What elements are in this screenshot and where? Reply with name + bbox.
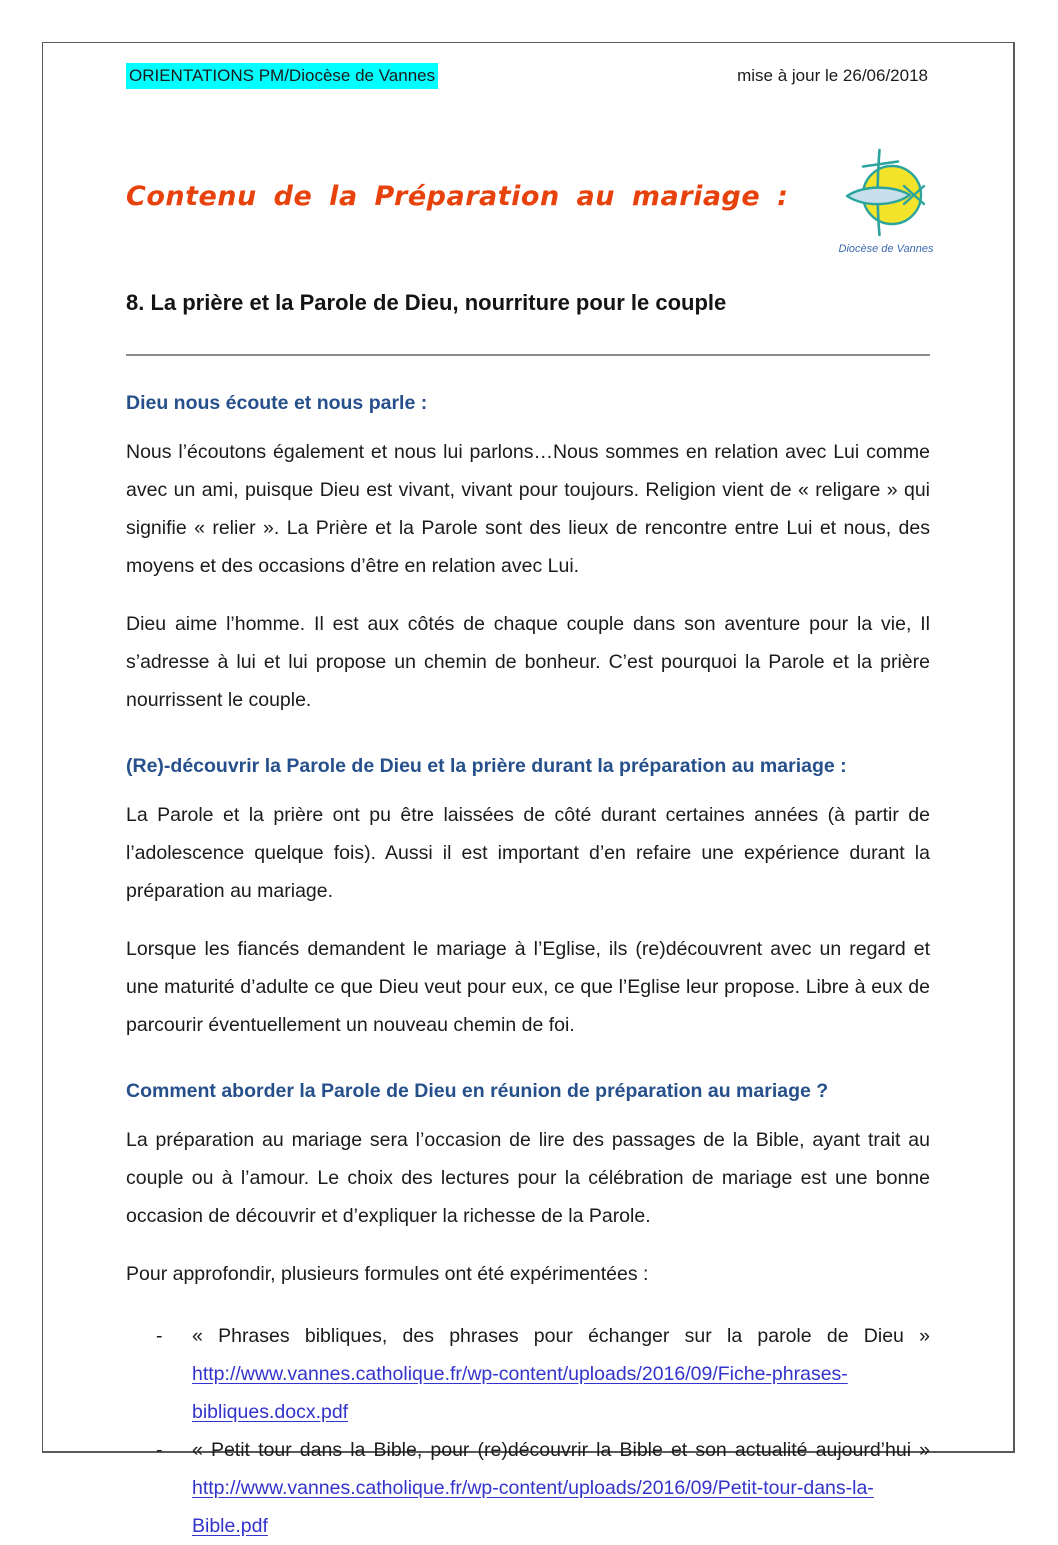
list-marker: -: [156, 1325, 163, 1347]
paragraph: Dieu aime l’homme. Il est aux côtés de chaque couple dans son aventure pour la vie, Il s’adresse à lui et lui propose un chemin de bonheur. C’est pourquoi la Parole et la prière nourrissent le couple.: [126, 613, 930, 711]
resource-link[interactable]: http://www.vannes.catholique.fr/wp-content/uploads/2016/09/Fiche-phrases-bibliques.docx.pdf: [192, 1363, 848, 1423]
resource-link[interactable]: http://www.vannes.catholique.fr/wp-content/uploads/2016/09/Petit-tour-dans-la-Bible.pdf: [192, 1477, 874, 1537]
paragraph: La préparation au mariage sera l’occasion de lire des passages de la Bible, ayant trait au couple ou à l’amour. Le choix des lectures pour la célébration de mariage est une bonne occasion de découvrir et d’expliquer la richesse de la Parole.: [126, 1129, 930, 1227]
section-heading: 8. La prière et la Parole de Dieu, nourriture pour le couple: [126, 290, 727, 315]
resource-list: [126, 1317, 930, 1545]
paragraph: La Parole et la prière ont pu être laissées de côté durant certaines années (à partir de l’adolescence quelque fois). Aussi il est important d’en refaire une expérience durant la préparation au mariage.: [126, 804, 930, 902]
paragraph: Pour approfondir, plusieurs formules ont été expérimentées :: [126, 1263, 649, 1285]
document-page: [42, 42, 1015, 1537]
fish-cross-logo-icon: [840, 145, 932, 237]
diocese-logo: [836, 145, 936, 255]
paragraph: Lorsque les fiancés demandent le mariage à l’Eglise, ils (re)découvrent avec un regard et une maturité d’adulte ce que Dieu veut pour eux, ce que l’Eglise leur propose. Libre à eux de parcourir éventuellement un nouveau chemin de foi.: [126, 938, 930, 1036]
list-item-text: « Petit tour dans la Bible, pour (re)découvrir la Bible et son actualité aujourd’hui »: [192, 1439, 930, 1461]
logo-caption: Diocèse de Vannes: [838, 243, 934, 255]
subheading-comment-aborder: Comment aborder la Parole de Dieu en réunion de préparation au mariage ?: [126, 1080, 829, 1102]
section-divider: [126, 354, 930, 356]
paragraph: Nous l’écoutons également et nous lui parlons…Nous sommes en relation avec Lui comme avec un ami, puisque Dieu est vivant, vivant pour toujours. Religion vient de « religare » qui signifie « relier ». La Prière et la Parole sont des lieux de rencontre entre Lui et nous, des moyens et des occasions d’être en relation avec Lui.: [126, 441, 930, 577]
document-header: [126, 63, 930, 89]
subheading-redecouvrir-parole: (Re)-découvrir la Parole de Dieu et la prière durant la préparation au mariage :: [126, 755, 847, 777]
list-item: [156, 1317, 930, 1431]
subheading-dieu-nous-ecoute: Dieu nous écoute et nous parle :: [126, 392, 428, 414]
title-row: [126, 145, 934, 255]
list-item-body: [192, 1431, 930, 1545]
main-title: Contenu de la Préparation au mariage :: [126, 181, 789, 212]
list-item-body: [192, 1317, 930, 1431]
header-doc-title: ORIENTATIONS PM/Diocèse de Vannes: [126, 63, 438, 89]
list-item-text: « Phrases bibliques, des phrases pour échanger sur la parole de Dieu »: [192, 1325, 930, 1347]
list-marker: -: [156, 1439, 163, 1461]
header-updated-date: mise à jour le 26/06/2018: [737, 66, 928, 85]
list-item: [156, 1431, 930, 1545]
